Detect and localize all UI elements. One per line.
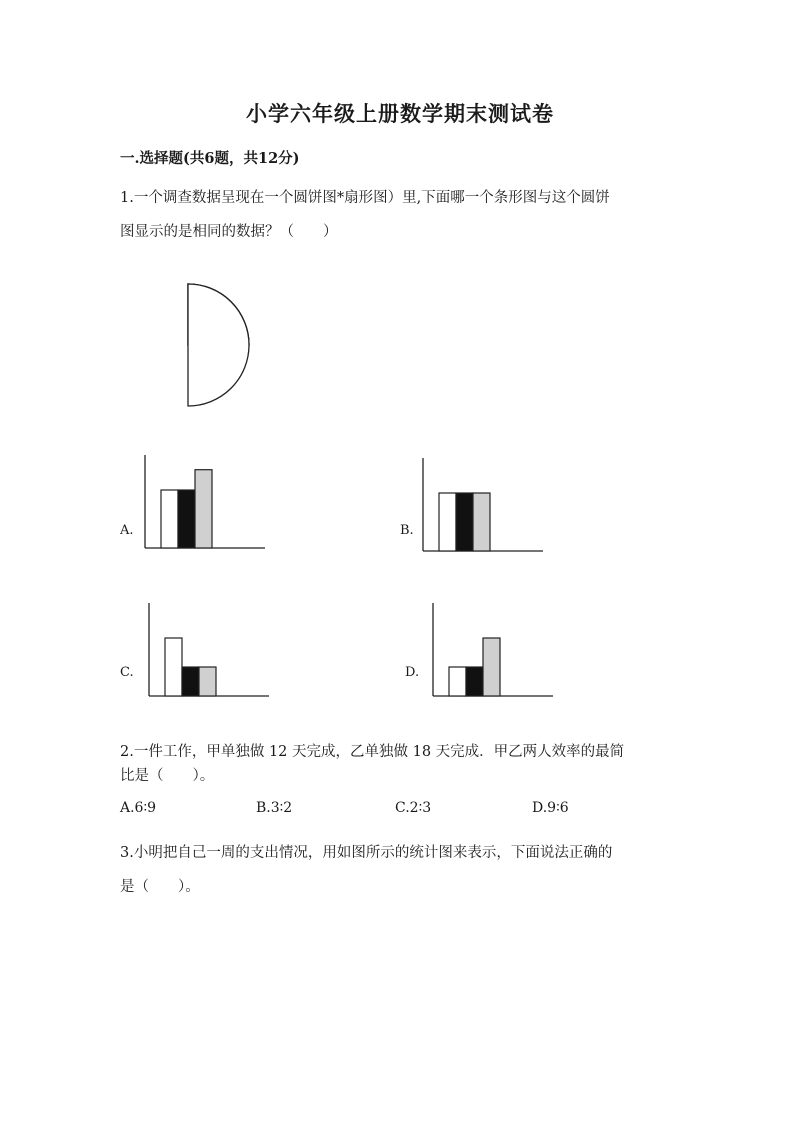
q1-option-d-chart[interactable] (431, 603, 556, 701)
question-3-text (120, 836, 680, 904)
bar-2 (182, 667, 199, 696)
q2-option-b[interactable]: B.3∶2 (256, 800, 293, 816)
q2-option-d[interactable]: D.9∶6 (532, 800, 569, 816)
section-heading: 一.选择题(共6题，共12分) (120, 150, 300, 167)
bar-1 (165, 638, 182, 696)
question-2-line-1: 2.一件工作，甲单独做 12 天完成，乙单独做 18 天完成．甲乙两人效率的最简 (120, 744, 625, 760)
page-title: 小学六年级上册数学期末测试卷 (246, 101, 554, 126)
q1-pie-chart (125, 282, 251, 408)
question-3-line-2: 是（ ）。 (120, 879, 200, 895)
bar-3 (199, 667, 216, 696)
q1-option-d-label[interactable]: D. (405, 665, 420, 680)
q2-option-a[interactable]: A.6∶9 (120, 800, 157, 816)
question-3-line-1: 3.小明把自己一周的支出情况，用如图所示的统计图来表示，下面说法正确的 (120, 845, 613, 861)
question-2-line-2: 比是（ ）。 (120, 768, 215, 784)
q2-option-c[interactable]: C.2∶3 (395, 800, 432, 816)
q1-option-b-label[interactable]: B. (400, 523, 414, 538)
question-1-text (120, 181, 680, 249)
bar-2 (178, 490, 195, 548)
q1-option-a-label[interactable]: A. (120, 523, 134, 538)
pie-slice-3 (188, 284, 249, 406)
bar-3 (195, 470, 212, 548)
q1-option-a-chart[interactable] (143, 455, 268, 555)
q1-option-c-label[interactable]: C. (120, 665, 134, 680)
q1-option-b-chart[interactable] (421, 458, 556, 558)
bar-1 (449, 667, 466, 696)
q1-option-c-chart[interactable] (147, 603, 272, 701)
question-2-text (120, 740, 680, 788)
bar-2 (466, 667, 483, 696)
bar-1 (439, 493, 456, 551)
bar-1 (161, 490, 178, 548)
question-1-line-1: 1.一个调查数据呈现在一个圆饼图*扇形图）里,下面哪一个条形图与这个圆饼 (120, 190, 610, 206)
bar-2 (456, 493, 473, 551)
question-1-line-2: 图显示的是相同的数据？（ ） (120, 224, 338, 240)
bar-3 (483, 638, 500, 696)
bar-3 (473, 493, 490, 551)
